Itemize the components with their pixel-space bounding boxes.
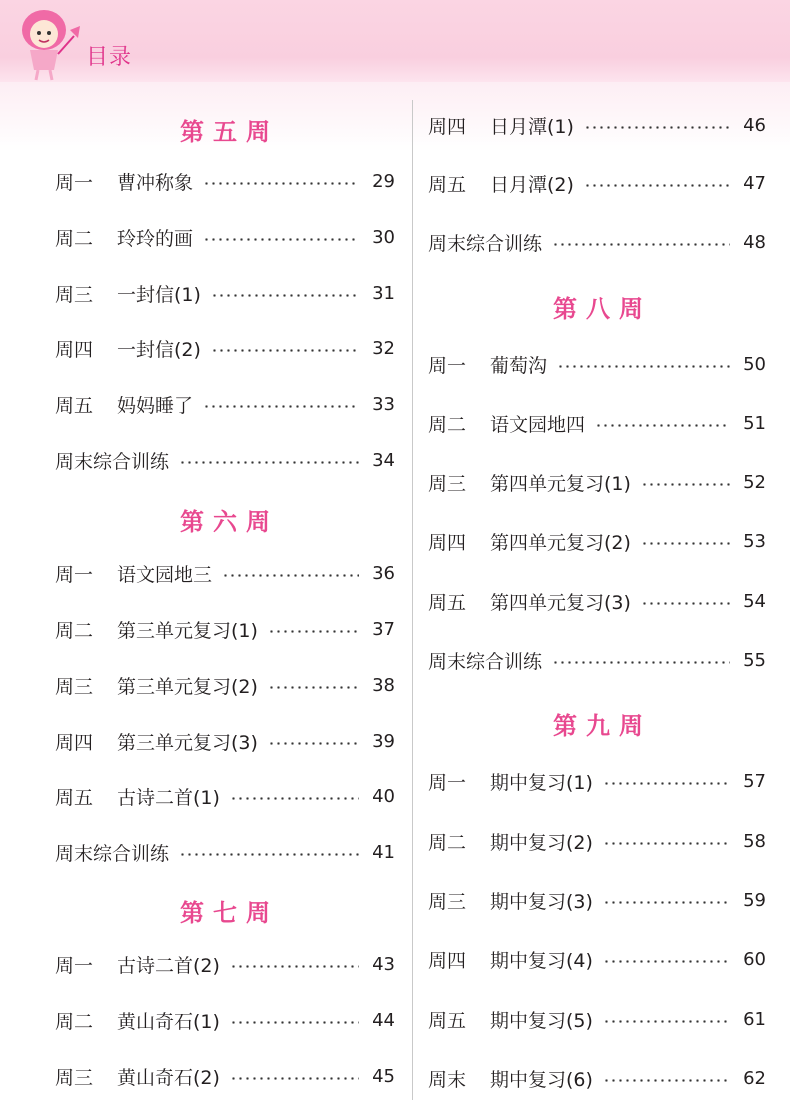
toc-entry[interactable] — [428, 1063, 766, 1093]
toc-entry[interactable] — [428, 885, 766, 915]
toc-entry-day: 周二 — [428, 413, 467, 436]
toc-entry-page: 33 — [372, 393, 395, 415]
toc-entry-title: 第四单元复习(1) — [490, 472, 631, 495]
toc-entry-title: 期中复习(6) — [490, 1068, 593, 1091]
dot-leader — [552, 661, 730, 664]
toc-entry-page: 46 — [743, 114, 766, 136]
toc-entry[interactable] — [55, 222, 395, 252]
toc-entry-page: 30 — [372, 226, 395, 248]
week-heading: 第五周 — [180, 118, 279, 146]
dot-leader — [203, 405, 359, 408]
toc-entry-page: 41 — [372, 841, 395, 863]
toc-entry-day: 周四 — [55, 338, 94, 361]
toc-entry-title: 古诗二首(2) — [117, 954, 220, 977]
toc-entry-title: 一封信(1) — [117, 283, 201, 306]
toc-entry-page: 61 — [743, 1008, 766, 1030]
week-heading: 第九周 — [553, 712, 652, 740]
dot-leader — [603, 960, 730, 963]
toc-entry-title: 第三单元复习(1) — [117, 619, 258, 642]
toc-entry-day: 周一 — [55, 954, 94, 977]
toc-entry[interactable] — [55, 558, 395, 588]
toc-entry-title: 妈妈睡了 — [117, 394, 194, 417]
toc-entry-title: 期中复习(4) — [490, 949, 593, 972]
toc-entry-page: 57 — [743, 770, 766, 792]
toc-entry-day: 周四 — [428, 531, 467, 554]
dot-leader — [222, 574, 359, 577]
toc-entry[interactable] — [55, 670, 395, 700]
toc-entry-title: 日月潭(1) — [490, 115, 574, 138]
toc-entry-page: 37 — [372, 618, 395, 640]
toc-entry-page: 62 — [743, 1067, 766, 1089]
toc-entry-day: 周二 — [428, 831, 467, 854]
week-heading: 第八周 — [553, 295, 652, 323]
toc-entry-day: 周三 — [55, 675, 94, 698]
dot-leader — [179, 461, 359, 464]
toc-entry[interactable] — [55, 614, 395, 644]
toc-entry-day: 周四 — [55, 731, 94, 754]
dot-leader — [230, 1021, 359, 1024]
dot-leader — [179, 853, 359, 856]
toc-entry[interactable] — [428, 467, 766, 497]
toc-entry-day: 周五 — [428, 1009, 467, 1032]
toc-entry-title: 期中复习(2) — [490, 831, 593, 854]
dot-leader — [203, 238, 359, 241]
toc-entry[interactable] — [428, 586, 766, 616]
toc-entry-title: 一封信(2) — [117, 338, 201, 361]
dot-leader — [230, 965, 359, 968]
toc-entry-title: 周末综合训练 — [55, 842, 170, 865]
toc-entry-title: 曹冲称象 — [117, 171, 194, 194]
toc-entry-day: 周一 — [428, 354, 467, 377]
dot-leader — [557, 365, 730, 368]
dot-leader — [603, 901, 730, 904]
toc-entry-title: 第三单元复习(3) — [117, 731, 258, 754]
dot-leader — [595, 424, 730, 427]
toc-entry[interactable] — [55, 781, 395, 811]
dot-leader — [603, 1079, 730, 1082]
toc-entry-day: 周三 — [55, 1066, 94, 1089]
toc-entry-day: 周二 — [55, 1010, 94, 1033]
toc-entry-title: 第四单元复习(3) — [490, 591, 631, 614]
toc-entry-page: 53 — [743, 530, 766, 552]
toc-entry[interactable] — [428, 408, 766, 438]
toc-entry-page: 45 — [372, 1065, 395, 1087]
toc-entry[interactable] — [428, 645, 766, 675]
dot-leader — [230, 1077, 359, 1080]
dot-leader — [584, 184, 730, 187]
toc-entry-page: 29 — [372, 170, 395, 192]
toc-entry-day: 周一 — [55, 563, 94, 586]
dot-leader — [641, 602, 730, 605]
toc-entry-day: 周三 — [55, 283, 94, 306]
week-heading: 第七周 — [180, 899, 279, 927]
toc-entry[interactable] — [428, 227, 766, 257]
toc-entry[interactable] — [428, 826, 766, 856]
toc-entry[interactable] — [428, 526, 766, 556]
toc-entry-title: 葡萄沟 — [490, 354, 548, 377]
toc-entry-day: 周二 — [55, 619, 94, 642]
toc-entry[interactable] — [55, 949, 395, 979]
toc-entry-page: 58 — [743, 830, 766, 852]
dot-leader — [268, 630, 359, 633]
dot-leader — [268, 742, 359, 745]
toc-entry-title: 语文园地四 — [490, 413, 586, 436]
dot-leader — [203, 182, 359, 185]
toc-entry-page: 43 — [372, 953, 395, 975]
page-title: 目录 — [86, 45, 133, 70]
toc-entry-day: 周五 — [428, 591, 467, 614]
toc-entry-page: 47 — [743, 172, 766, 194]
toc-entry-day: 周一 — [55, 171, 94, 194]
dot-leader — [603, 842, 730, 845]
toc-entry-day: 周三 — [428, 890, 467, 913]
toc-entry-day: 周五 — [55, 786, 94, 809]
toc-entry[interactable] — [55, 1061, 395, 1091]
toc-entry[interactable] — [55, 837, 395, 867]
toc-entry-title: 第四单元复习(2) — [490, 531, 631, 554]
toc-entry[interactable] — [428, 1004, 766, 1034]
toc-entry-title: 期中复习(5) — [490, 1009, 593, 1032]
toc-entry[interactable] — [55, 333, 395, 363]
toc-entry-title: 古诗二首(1) — [117, 786, 220, 809]
toc-entry-page: 55 — [743, 649, 766, 671]
dot-leader — [584, 126, 730, 129]
toc-entry-title: 黄山奇石(1) — [117, 1010, 220, 1033]
toc-entry-day: 周四 — [428, 115, 467, 138]
dot-leader — [603, 782, 730, 785]
toc-entry-page: 59 — [743, 889, 766, 911]
toc-entry-page: 44 — [372, 1009, 395, 1031]
toc-entry[interactable] — [428, 168, 766, 198]
toc-entry[interactable] — [55, 1005, 395, 1035]
toc-entry-day: 周二 — [55, 227, 94, 250]
toc-entry-title: 周末综合训练 — [428, 232, 543, 255]
toc-entry-page: 54 — [743, 590, 766, 612]
toc-entry-page: 36 — [372, 562, 395, 584]
toc-entry-page: 48 — [743, 231, 766, 253]
toc-entry-page: 52 — [743, 471, 766, 493]
toc-entry[interactable] — [55, 445, 395, 475]
dot-leader — [641, 542, 730, 545]
toc-entry-day: 周四 — [428, 949, 467, 972]
toc-entry-day: 周三 — [428, 472, 467, 495]
toc-entry-title: 日月潭(2) — [490, 173, 574, 196]
cartoon-girl-mascot-icon — [8, 4, 88, 82]
column-divider — [412, 100, 413, 1100]
toc-entry[interactable] — [55, 389, 395, 419]
toc-entry-day: 周一 — [428, 771, 467, 794]
toc-entry-title: 语文园地三 — [117, 563, 213, 586]
toc-entry-title: 玲玲的画 — [117, 227, 194, 250]
toc-entry-page: 31 — [372, 282, 395, 304]
toc-entry-day: 周五 — [55, 394, 94, 417]
toc-entry[interactable] — [428, 349, 766, 379]
toc-entry-page: 50 — [743, 353, 766, 375]
dot-leader — [230, 797, 359, 800]
toc-entry-day: 周末 — [428, 1068, 467, 1091]
toc-entry[interactable] — [55, 166, 395, 196]
toc-entry[interactable] — [55, 726, 395, 756]
toc-entry[interactable] — [428, 110, 766, 140]
dot-leader — [268, 686, 359, 689]
toc-entry-page: 40 — [372, 785, 395, 807]
toc-entry-page: 38 — [372, 674, 395, 696]
toc-entry-title: 期中复习(1) — [490, 771, 593, 794]
toc-entry-title: 周末综合训练 — [428, 650, 543, 673]
week-heading: 第六周 — [180, 508, 279, 536]
toc-entry[interactable] — [55, 278, 395, 308]
toc-entry-title: 黄山奇石(2) — [117, 1066, 220, 1089]
dot-leader — [211, 294, 359, 297]
toc-entry-title: 第三单元复习(2) — [117, 675, 258, 698]
toc-entry[interactable] — [428, 944, 766, 974]
dot-leader — [641, 483, 730, 486]
dot-leader — [603, 1020, 730, 1023]
toc-entry-title: 周末综合训练 — [55, 450, 170, 473]
toc-entry-page: 34 — [372, 449, 395, 471]
toc-entry-day: 周五 — [428, 173, 467, 196]
dot-leader — [211, 349, 359, 352]
toc-entry-page: 60 — [743, 948, 766, 970]
toc-entry-title: 期中复习(3) — [490, 890, 593, 913]
toc-entry-page: 32 — [372, 337, 395, 359]
toc-entry[interactable] — [428, 766, 766, 796]
dot-leader — [552, 243, 730, 246]
toc-entry-page: 39 — [372, 730, 395, 752]
toc-entry-page: 51 — [743, 412, 766, 434]
